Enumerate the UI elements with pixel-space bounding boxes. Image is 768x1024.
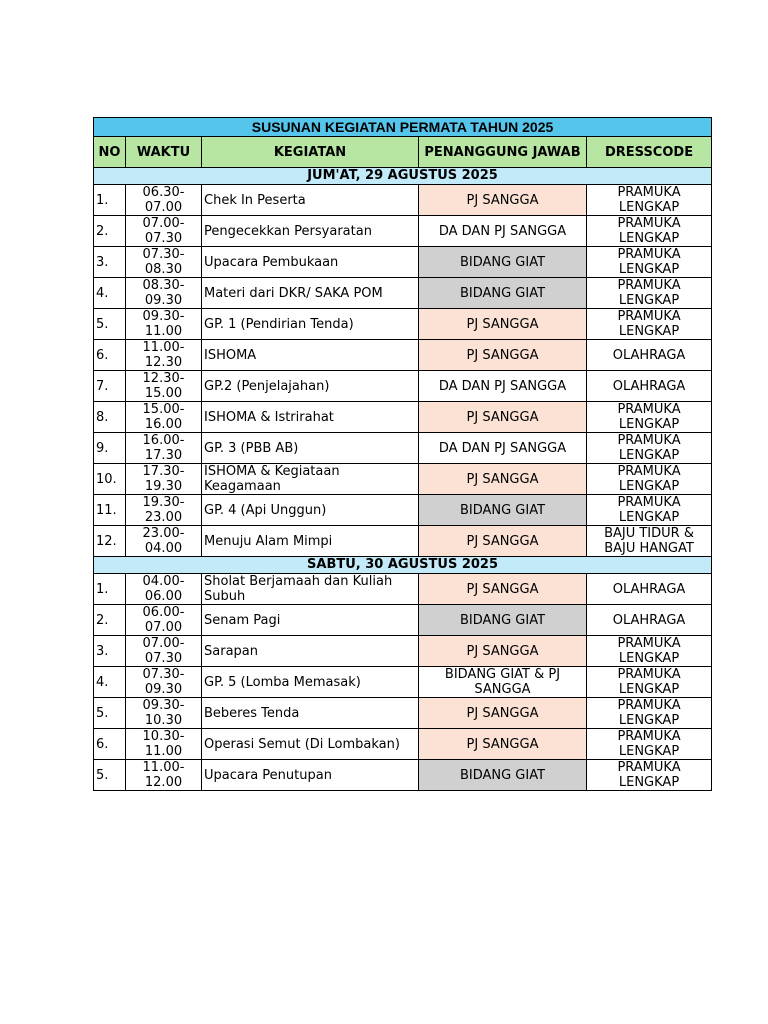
row-time: 07.00-07.30 bbox=[126, 636, 202, 667]
row-dresscode: PRAMUKA LENGKAP bbox=[587, 729, 712, 760]
row-dresscode: OLAHRAGA bbox=[587, 340, 712, 371]
row-dresscode: PRAMUKA LENGKAP bbox=[587, 464, 712, 495]
row-dresscode: PRAMUKA LENGKAP bbox=[587, 185, 712, 216]
row-dresscode: PRAMUKA LENGKAP bbox=[587, 402, 712, 433]
row-number: 6. bbox=[94, 340, 126, 371]
row-dresscode: PRAMUKA LENGKAP bbox=[587, 247, 712, 278]
table-row bbox=[94, 402, 712, 433]
row-dresscode: PRAMUKA LENGKAP bbox=[587, 433, 712, 464]
row-time: 17.30-19.30 bbox=[126, 464, 202, 495]
row-person-in-charge: PJ SANGGA bbox=[419, 729, 587, 760]
row-dresscode: PRAMUKA LENGKAP bbox=[587, 636, 712, 667]
row-activity: Menuju Alam Mimpi bbox=[202, 526, 419, 557]
table-row bbox=[94, 667, 712, 698]
row-activity: GP. 4 (Api Unggun) bbox=[202, 495, 419, 526]
table-row bbox=[94, 216, 712, 247]
row-person-in-charge: PJ SANGGA bbox=[419, 340, 587, 371]
row-number: 5. bbox=[94, 309, 126, 340]
row-time: 07.30-09.30 bbox=[126, 667, 202, 698]
schedule-table bbox=[93, 117, 712, 791]
header-waktu: WAKTU bbox=[126, 137, 202, 168]
row-time: 09.30-10.30 bbox=[126, 698, 202, 729]
row-number: 2. bbox=[94, 605, 126, 636]
day-row bbox=[94, 168, 712, 185]
row-dresscode: PRAMUKA LENGKAP bbox=[587, 698, 712, 729]
row-person-in-charge: DA DAN PJ SANGGA bbox=[419, 216, 587, 247]
row-number: 8. bbox=[94, 402, 126, 433]
table-row bbox=[94, 495, 712, 526]
row-time: 10.30-11.00 bbox=[126, 729, 202, 760]
row-number: 5. bbox=[94, 760, 126, 791]
row-person-in-charge: PJ SANGGA bbox=[419, 636, 587, 667]
table-title: SUSUNAN KEGIATAN PERMATA TAHUN 2025 bbox=[94, 118, 712, 137]
row-activity: Senam Pagi bbox=[202, 605, 419, 636]
row-number: 1. bbox=[94, 574, 126, 605]
row-activity: Upacara Pembukaan bbox=[202, 247, 419, 278]
row-number: 3. bbox=[94, 247, 126, 278]
row-person-in-charge: BIDANG GIAT bbox=[419, 495, 587, 526]
row-dresscode: OLAHRAGA bbox=[587, 574, 712, 605]
row-person-in-charge: BIDANG GIAT bbox=[419, 760, 587, 791]
row-dresscode: PRAMUKA LENGKAP bbox=[587, 216, 712, 247]
row-number: 10. bbox=[94, 464, 126, 495]
table-row bbox=[94, 433, 712, 464]
row-dresscode: PRAMUKA LENGKAP bbox=[587, 495, 712, 526]
row-activity: ISHOMA & Kegiataan Keagamaan bbox=[202, 464, 419, 495]
day-label: JUM'AT, 29 AGUSTUS 2025 bbox=[94, 168, 712, 185]
row-time: 04.00-06.00 bbox=[126, 574, 202, 605]
header-dresscode: DRESSCODE bbox=[587, 137, 712, 168]
header-penanggung-jawab: PENANGGUNG JAWAB bbox=[419, 137, 587, 168]
row-number: 11. bbox=[94, 495, 126, 526]
header-row bbox=[94, 137, 712, 168]
table-row bbox=[94, 760, 712, 791]
row-number: 5. bbox=[94, 698, 126, 729]
row-number: 6. bbox=[94, 729, 126, 760]
row-activity: ISHOMA bbox=[202, 340, 419, 371]
row-person-in-charge: PJ SANGGA bbox=[419, 574, 587, 605]
row-time: 07.30-08.30 bbox=[126, 247, 202, 278]
row-activity: GP. 5 (Lomba Memasak) bbox=[202, 667, 419, 698]
row-time: 07.00-07.30 bbox=[126, 216, 202, 247]
row-time: 12.30-15.00 bbox=[126, 371, 202, 402]
row-time: 16.00-17.30 bbox=[126, 433, 202, 464]
row-activity: GP. 1 (Pendirian Tenda) bbox=[202, 309, 419, 340]
header-kegiatan: KEGIATAN bbox=[202, 137, 419, 168]
row-person-in-charge: BIDANG GIAT bbox=[419, 247, 587, 278]
row-activity: Sholat Berjamaah dan Kuliah Subuh bbox=[202, 574, 419, 605]
row-dresscode: BAJU TIDUR & BAJU HANGAT bbox=[587, 526, 712, 557]
row-number: 3. bbox=[94, 636, 126, 667]
row-activity: Sarapan bbox=[202, 636, 419, 667]
row-dresscode: PRAMUKA LENGKAP bbox=[587, 278, 712, 309]
row-number: 12. bbox=[94, 526, 126, 557]
row-activity: Chek In Peserta bbox=[202, 185, 419, 216]
row-activity: Pengecekkan Persyaratan bbox=[202, 216, 419, 247]
row-dresscode: PRAMUKA LENGKAP bbox=[587, 760, 712, 791]
schedule-body bbox=[94, 168, 712, 791]
row-activity: ISHOMA & Istrirahat bbox=[202, 402, 419, 433]
row-time: 09.30-11.00 bbox=[126, 309, 202, 340]
row-person-in-charge: PJ SANGGA bbox=[419, 185, 587, 216]
table-row bbox=[94, 605, 712, 636]
row-number: 4. bbox=[94, 278, 126, 309]
row-person-in-charge: PJ SANGGA bbox=[419, 464, 587, 495]
row-activity: Beberes Tenda bbox=[202, 698, 419, 729]
row-number: 4. bbox=[94, 667, 126, 698]
row-time: 15.00-16.00 bbox=[126, 402, 202, 433]
row-activity: Upacara Penutupan bbox=[202, 760, 419, 791]
table-row bbox=[94, 185, 712, 216]
row-time: 11.00-12.30 bbox=[126, 340, 202, 371]
table-row bbox=[94, 729, 712, 760]
row-person-in-charge: DA DAN PJ SANGGA bbox=[419, 433, 587, 464]
row-person-in-charge: BIDANG GIAT & PJ SANGGA bbox=[419, 667, 587, 698]
row-time: 23.00-04.00 bbox=[126, 526, 202, 557]
row-time: 06.30-07.00 bbox=[126, 185, 202, 216]
day-row bbox=[94, 557, 712, 574]
row-dresscode: PRAMUKA LENGKAP bbox=[587, 667, 712, 698]
row-activity: GP. 3 (PBB AB) bbox=[202, 433, 419, 464]
row-person-in-charge: PJ SANGGA bbox=[419, 402, 587, 433]
table-row bbox=[94, 340, 712, 371]
row-person-in-charge: PJ SANGGA bbox=[419, 698, 587, 729]
table-row bbox=[94, 574, 712, 605]
table-row bbox=[94, 526, 712, 557]
row-dresscode: PRAMUKA LENGKAP bbox=[587, 309, 712, 340]
row-activity: GP.2 (Penjelajahan) bbox=[202, 371, 419, 402]
row-number: 2. bbox=[94, 216, 126, 247]
row-number: 9. bbox=[94, 433, 126, 464]
row-number: 1. bbox=[94, 185, 126, 216]
table-row bbox=[94, 698, 712, 729]
row-number: 7. bbox=[94, 371, 126, 402]
row-person-in-charge: PJ SANGGA bbox=[419, 309, 587, 340]
row-time: 11.00-12.00 bbox=[126, 760, 202, 791]
table-row bbox=[94, 371, 712, 402]
table-row bbox=[94, 309, 712, 340]
row-time: 08.30-09.30 bbox=[126, 278, 202, 309]
row-time: 06.00-07.00 bbox=[126, 605, 202, 636]
table-row bbox=[94, 278, 712, 309]
row-person-in-charge: DA DAN PJ SANGGA bbox=[419, 371, 587, 402]
table-row bbox=[94, 247, 712, 278]
day-label: SABTU, 30 AGUSTUS 2025 bbox=[94, 557, 712, 574]
row-dresscode: OLAHRAGA bbox=[587, 371, 712, 402]
title-row bbox=[94, 118, 712, 137]
header-no: NO bbox=[94, 137, 126, 168]
row-person-in-charge: BIDANG GIAT bbox=[419, 605, 587, 636]
row-activity: Operasi Semut (Di Lombakan) bbox=[202, 729, 419, 760]
row-person-in-charge: BIDANG GIAT bbox=[419, 278, 587, 309]
table-row bbox=[94, 464, 712, 495]
row-dresscode: OLAHRAGA bbox=[587, 605, 712, 636]
row-time: 19.30-23.00 bbox=[126, 495, 202, 526]
row-person-in-charge: PJ SANGGA bbox=[419, 526, 587, 557]
row-activity: Materi dari DKR/ SAKA POM bbox=[202, 278, 419, 309]
table-row bbox=[94, 636, 712, 667]
